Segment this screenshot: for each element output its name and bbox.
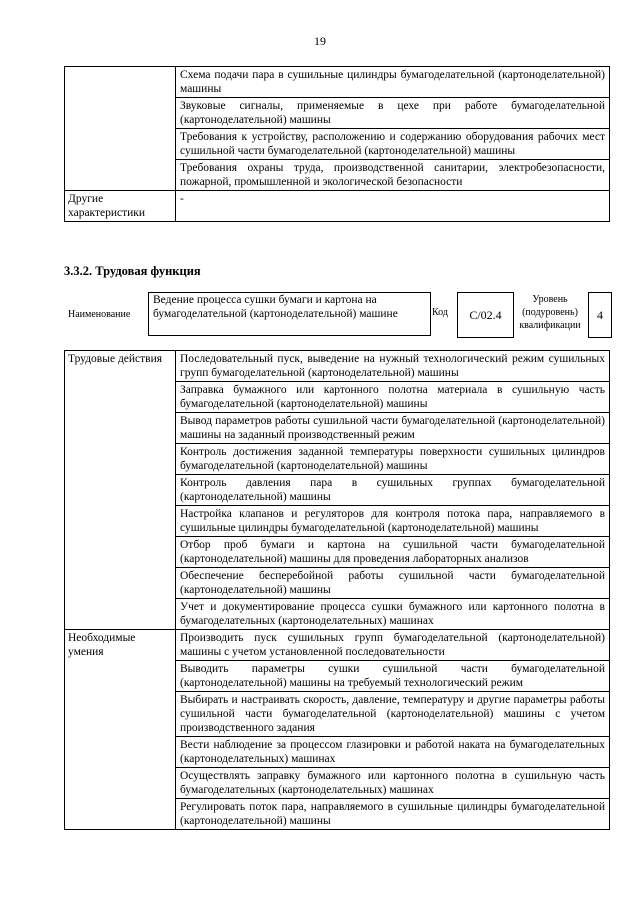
function-header [64, 292, 610, 338]
level-value: 4 [588, 292, 612, 338]
table-cell: Схема подачи пара в сушильные цилиндры бумагоделательной (картоноделательной) машины [176, 67, 610, 98]
table-cell: Учет и документирование процесса сушки бумажного или картонного полотна в бумагоделательных (картоноделательных) машинах [176, 599, 610, 630]
skill-row [65, 630, 610, 661]
table-cell: Осуществлять заправку бумажного или картонного полотна в сушильную часть бумагоделательных (картоноделательных) машинах [176, 768, 610, 799]
page-number: 19 [314, 34, 326, 48]
labor-function-table [64, 350, 610, 830]
row-label: Другие характеристики [65, 191, 176, 222]
table-row [65, 191, 610, 222]
section-title: 3.3.2. Трудовая функция [64, 264, 201, 278]
table-cell: Требования охраны труда, производственной санитарии, электробезопасности, пожарной, промышленной и экологической безопасности [176, 160, 610, 191]
table-cell: - [176, 191, 610, 222]
table-cell: Настройка клапанов и регуляторов для контроля потока пара, направляемого в сушильные цилиндры бумагоделательной (картоноделательной) машины [176, 506, 610, 537]
table-cell: Последовательный пуск, выведение на нужный технологический режим сушильных групп бумагоделательной (картоноделательной) машины [176, 351, 610, 382]
row-label: Трудовые действия [65, 351, 176, 630]
table-cell: Производить пуск сушильных групп бумагоделательной (картоноделательной) машины с учетом установленной последовательности [176, 630, 610, 661]
table-cell: Требования к устройству, расположению и содержанию оборудования рабочих мест сушильной части бумагоделательной (картоноделательной) машины [176, 129, 610, 160]
table-cell: Звуковые сигналы, применяемые в цехе при работе бумагоделательной (картоноделательной) машины [176, 98, 610, 129]
level-label: Уровень (подуровень) квалификации [519, 294, 581, 331]
knowledge-table [64, 66, 610, 222]
table-cell: Регулировать поток пара, направляемого в сушильные цилиндры бумагоделательной (картоноделательной) машины [176, 799, 610, 830]
table-cell: Отбор проб бумаги и картона на сушильной части бумагоделательной (картоноделательной) машины для проведения лабораторных анализов [176, 537, 610, 568]
function-name-box: Ведение процесса сушки бумаги и картона на бумагоделательной (картоноделательной) машине [148, 292, 431, 336]
table-cell: Вывод параметров работы сушильной части бумагоделательной (картоноделательной) машины на заданный производственный режим [176, 413, 610, 444]
table-cell: Контроль достижения заданной температуры поверхности сушильных цилиндров бумагоделательной (картоноделательной) машины [176, 444, 610, 475]
table-cell: Контроль давления пара в сушильных группах бумагоделательной (картоноделательной) машины [176, 475, 610, 506]
code-label: Код [432, 307, 448, 318]
name-label: Наименование [68, 309, 131, 320]
table-cell: Выводить параметры сушки сушильной части бумагоделательной (картоноделательной) машины на требуемый технологический режим [176, 661, 610, 692]
row-label: Необходимые умения [65, 630, 176, 830]
action-row [65, 351, 610, 382]
table-cell: Заправка бумажного или картонного полотна материала в сушильную часть бумагоделательной (картоноделательной) машины [176, 382, 610, 413]
empty-label-cell [65, 67, 176, 191]
table-cell: Вести наблюдение за процессом глазировки и работой наката на бумагоделательных (картоноделательных) машинах [176, 737, 610, 768]
table-cell: Обеспечение бесперебойной работы сушильной части бумагоделательной (картоноделательной) машины [176, 568, 610, 599]
table-row [65, 67, 610, 98]
table-cell: Выбирать и настраивать скорость, давление, температуру и другие параметры работы сушильной части бумагоделательной (картоноделательной) машины с учетом производственного задания [176, 692, 610, 737]
code-value: С/02.4 [457, 292, 514, 338]
